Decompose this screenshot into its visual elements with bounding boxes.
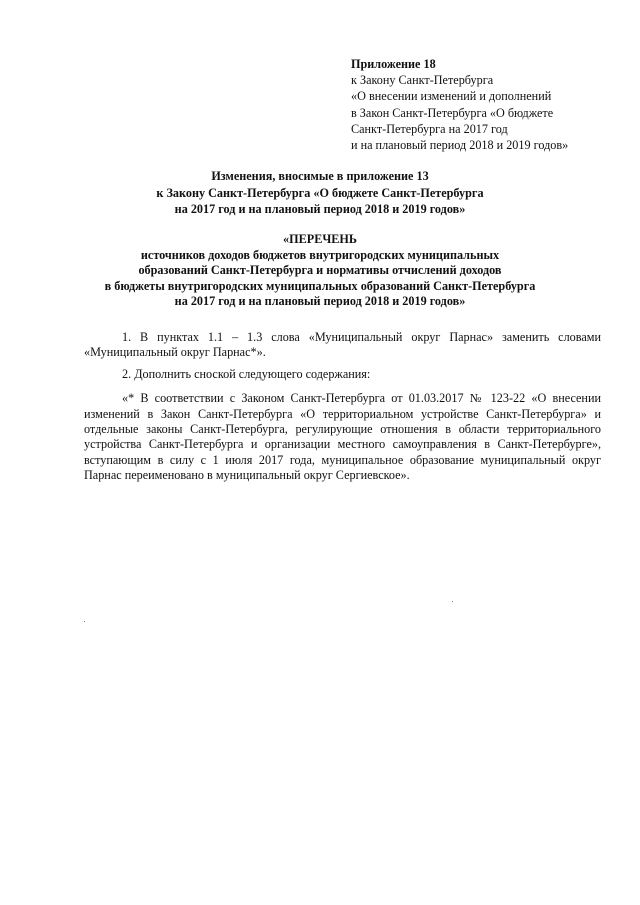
changes-title: [100, 168, 540, 218]
list-title-line: образований Санкт-Петербурга и нормативы отчислений доходов: [138, 263, 502, 278]
annex-header: [351, 56, 621, 153]
scan-speck: [452, 601, 453, 602]
annex-line: к Закону Санкт-Петербурга: [351, 73, 494, 88]
item-2-paragraph: 2. Дополнить сноской следующего содержания:: [122, 366, 371, 381]
item-1-paragraph: 1. В пунктах 1.1 – 1.3 слова «Муниципальный округ Парнас» заменить словами «Муниципальный округ Парнас*».: [84, 330, 601, 360]
annex-title: Приложение 18: [351, 57, 436, 71]
annex-line: Санкт-Петербурга на 2017 год: [351, 121, 508, 136]
list-heading: «ПЕРЕЧЕНЬ: [283, 232, 357, 246]
list-title-line: источников доходов бюджетов внутригородских муниципальных: [140, 247, 500, 262]
list-title-line: на 2017 год и на плановый период 2018 и 2019 годов»: [174, 294, 466, 309]
changes-title-line: к Закону Санкт-Петербурга «О бюджете Санкт-Петербурга: [156, 185, 484, 200]
changes-title-line: на 2017 год и на плановый период 2018 и 2019 годов»: [174, 202, 466, 216]
list-title-line: в бюджеты внутригородских муниципальных образований Санкт-Петербурга: [104, 278, 536, 293]
annex-line: в Закон Санкт-Петербурга «О бюджете: [351, 105, 554, 120]
body-text: [84, 330, 601, 490]
changes-title-line: Изменения, вносимые в приложение 13: [211, 169, 429, 183]
scan-speck: [84, 621, 85, 622]
footnote-paragraph: «* В соответствии с Законом Санкт-Петербурга от 01.03.2017 № 123-22 «О внесении изменений в Закон Санкт-Петербурга «О территориальном устройстве Санкт-Петербурга» и отдельные законы Санкт-Петербурга, регулирующие отношения в области территориального устройства Санкт-Петербурга и организации местного самоуправления в Санкт-Петербурге», вступающим в силу с 1 июля 2017 года, муниципальное образование муниципальный округ Парнас переименовано в муниципальный округ Сергиевское».: [84, 391, 601, 483]
annex-line: «О внесении изменений и дополнений: [351, 89, 552, 104]
list-title: [70, 232, 570, 310]
annex-line: и на плановый период 2018 и 2019 годов»: [351, 138, 569, 153]
